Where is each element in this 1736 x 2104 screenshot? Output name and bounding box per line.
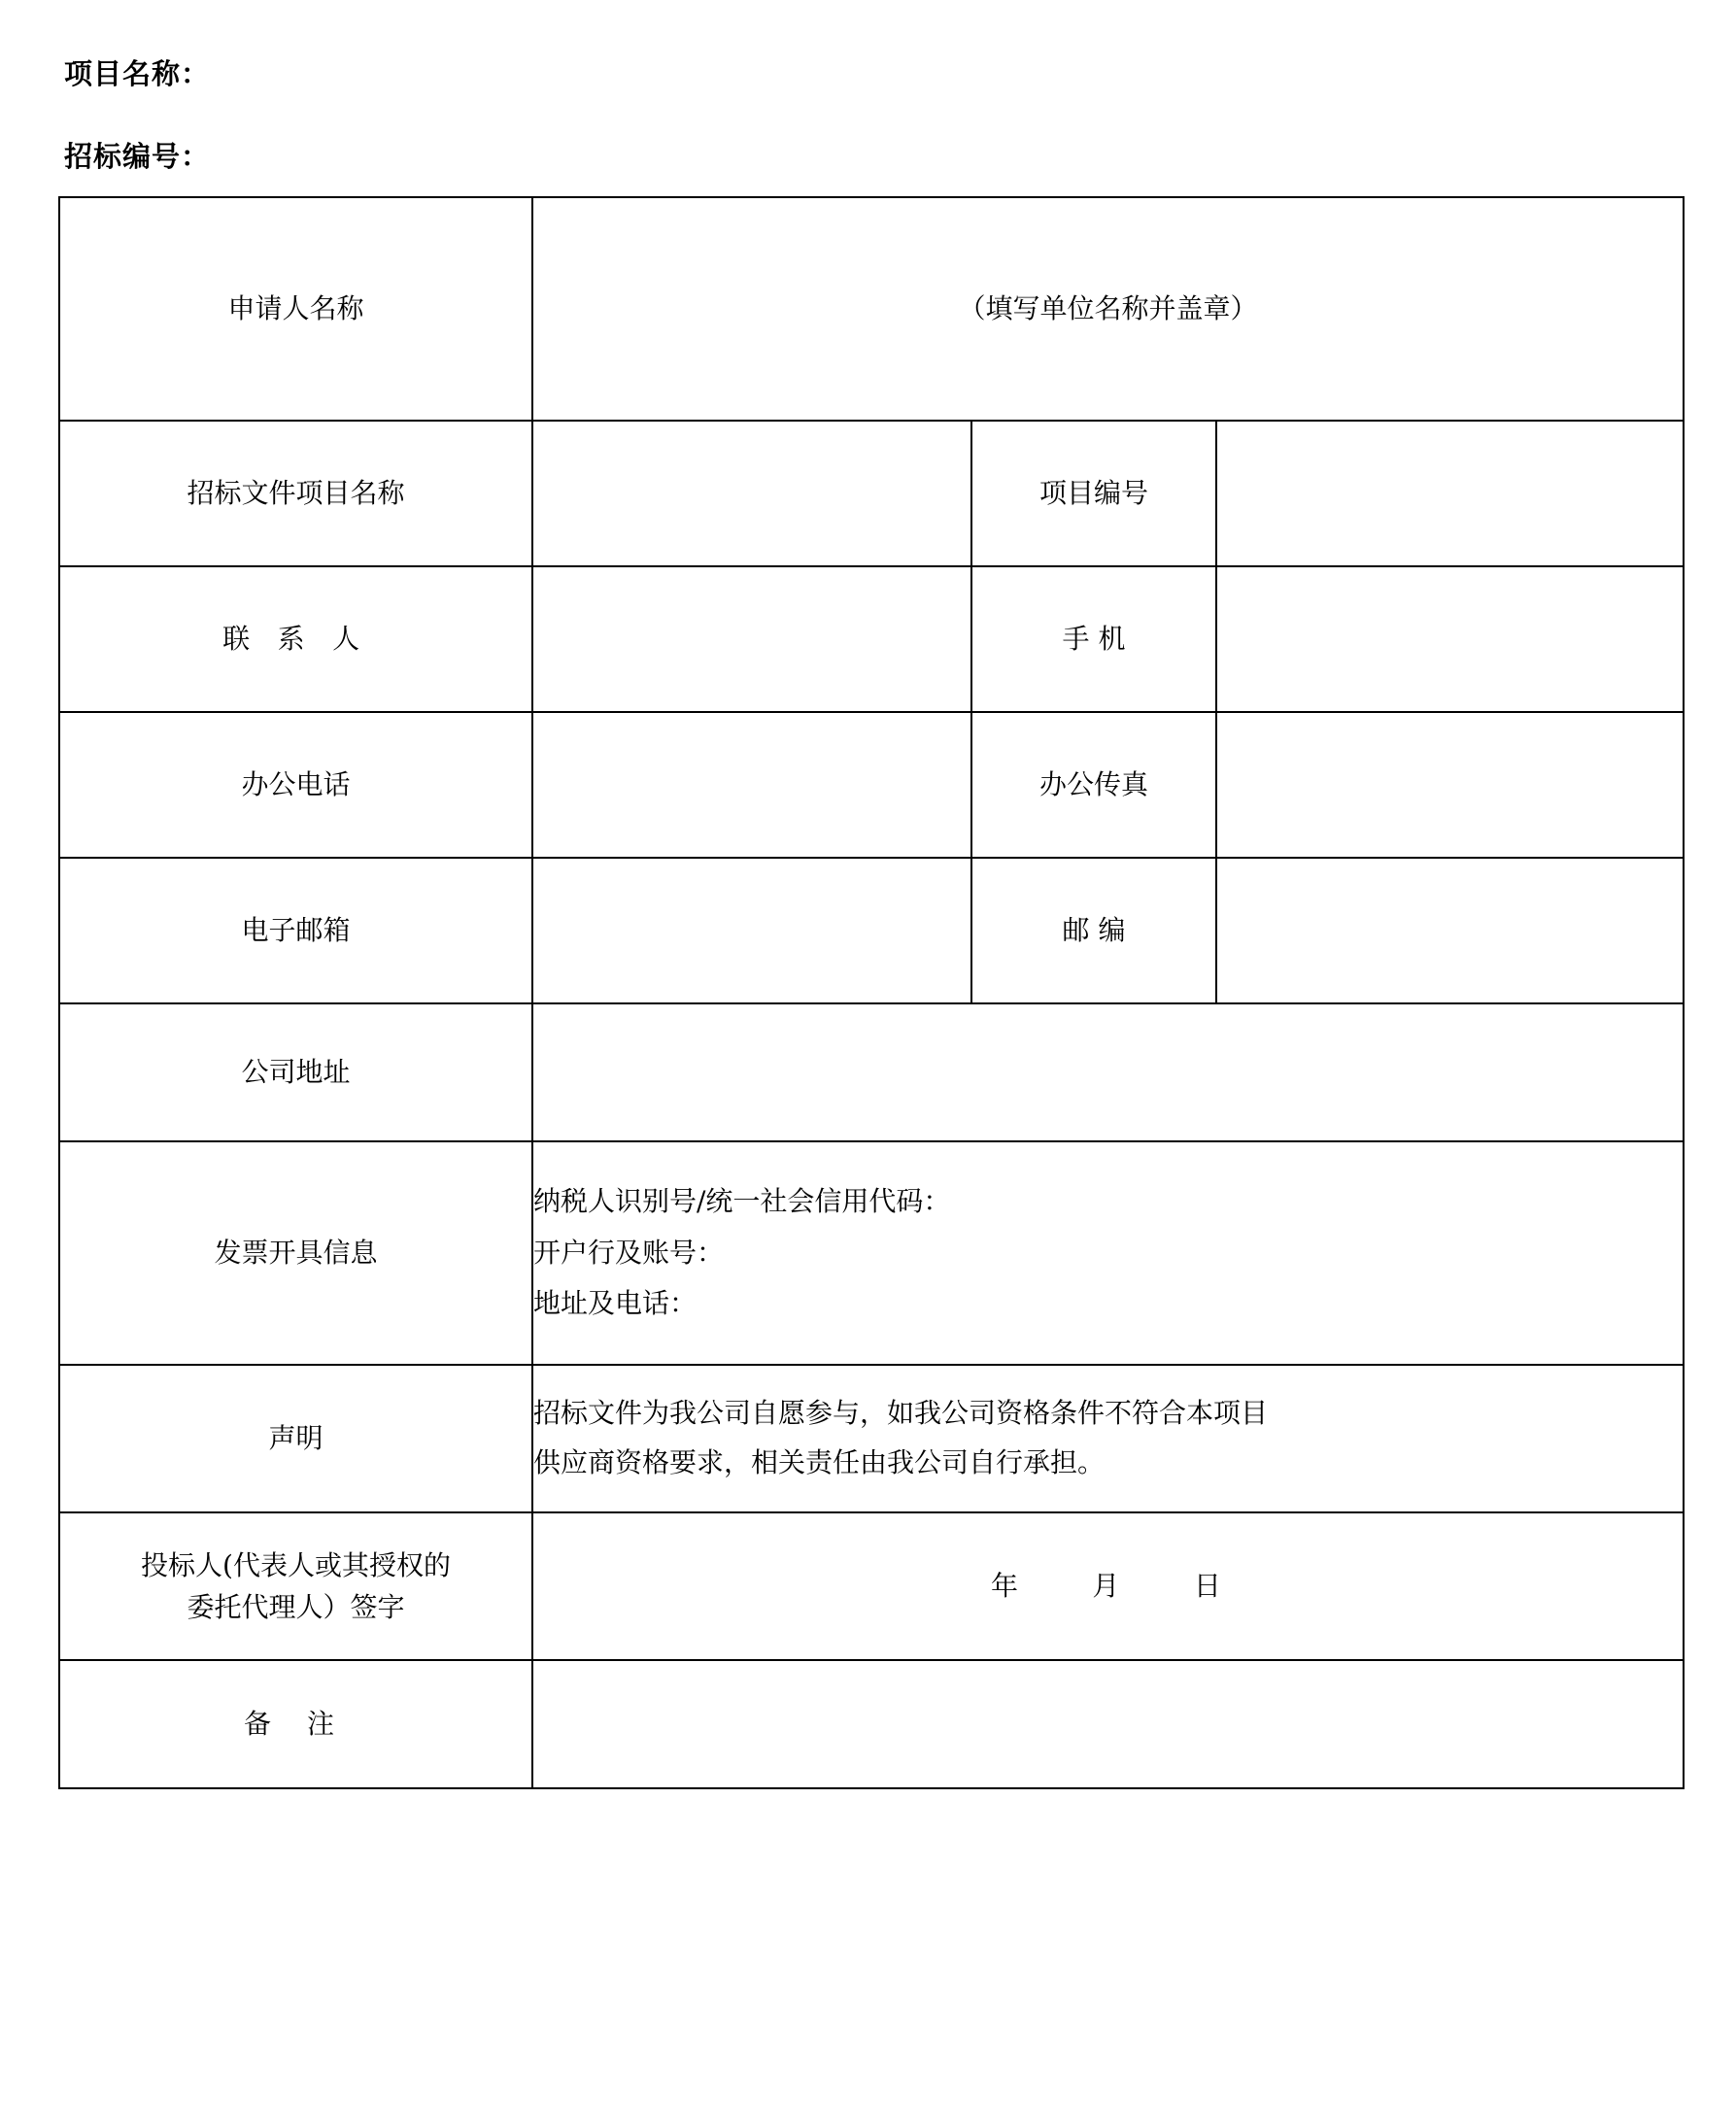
contact-person-value[interactable] [532, 566, 971, 712]
application-form-table [58, 196, 1685, 1789]
table-row-office-phone [59, 712, 1684, 858]
declaration-line-2: 供应商资格要求，相关责任由我公司自行承担。 [533, 1446, 1106, 1478]
table-row-declaration [59, 1365, 1684, 1512]
remark-value[interactable] [532, 1660, 1684, 1788]
signature-date-row [533, 1565, 1683, 1607]
table-row-tender-project [59, 421, 1684, 566]
declaration-line-1: 招标文件为我公司自愿参与，如我公司资格条件不符合本项目 [533, 1397, 1269, 1430]
invoice-taxpayer-id-line: 纳税人识别号/统一社会信用代码： [533, 1185, 951, 1218]
table-row-invoice [59, 1141, 1684, 1365]
applicant-name-hint[interactable]: （填写单位名称并盖章） [532, 197, 1684, 421]
table-row-applicant-name [59, 197, 1684, 421]
office-phone-label: 办公电话 [59, 712, 532, 858]
date-day-label: 日 [1193, 1570, 1226, 1603]
table-row-signature [59, 1512, 1684, 1660]
date-year-label: 年 [990, 1570, 1023, 1603]
declaration-body [532, 1365, 1684, 1512]
office-fax-label: 办公传真 [971, 712, 1216, 858]
applicant-name-label: 申请人名称 [59, 197, 532, 421]
tender-doc-project-value[interactable] [532, 421, 971, 566]
project-number-label: 项目编号 [971, 421, 1216, 566]
table-row-contact [59, 566, 1684, 712]
project-number-value[interactable] [1216, 421, 1684, 566]
invoice-info-label: 发票开具信息 [59, 1141, 532, 1365]
invoice-address-phone-line: 地址及电话： [533, 1287, 698, 1320]
signature-label-line-2: 委托代理人）签字 [187, 1591, 405, 1623]
postcode-label: 邮 编 [971, 858, 1216, 1003]
invoice-bank-account-line: 开户行及账号： [533, 1236, 725, 1269]
declaration-label: 声明 [59, 1365, 532, 1512]
postcode-value[interactable] [1216, 858, 1684, 1003]
table-row-address [59, 1003, 1684, 1141]
office-fax-value[interactable] [1216, 712, 1684, 858]
mobile-value[interactable] [1216, 566, 1684, 712]
signature-date-cell[interactable] [532, 1512, 1684, 1660]
table-row-remark [59, 1660, 1684, 1788]
contact-person-label: 联 系 人 [59, 566, 532, 712]
table-row-email [59, 858, 1684, 1003]
invoice-info-body[interactable] [532, 1141, 1684, 1365]
tender-number-label: 招标编号： [64, 140, 211, 173]
email-label: 电子邮箱 [59, 858, 532, 1003]
company-address-value[interactable] [532, 1003, 1684, 1141]
signature-label [59, 1512, 532, 1660]
mobile-label: 手 机 [971, 566, 1216, 712]
office-phone-value[interactable] [532, 712, 971, 858]
tender-doc-project-label: 招标文件项目名称 [59, 421, 532, 566]
remark-label: 备 注 [59, 1660, 532, 1788]
company-address-label: 公司地址 [59, 1003, 532, 1141]
date-month-label: 月 [1092, 1570, 1124, 1603]
email-value[interactable] [532, 858, 971, 1003]
project-name-label: 项目名称： [64, 57, 211, 90]
signature-label-line-1: 投标人(代表人或其授权的 [141, 1548, 451, 1581]
